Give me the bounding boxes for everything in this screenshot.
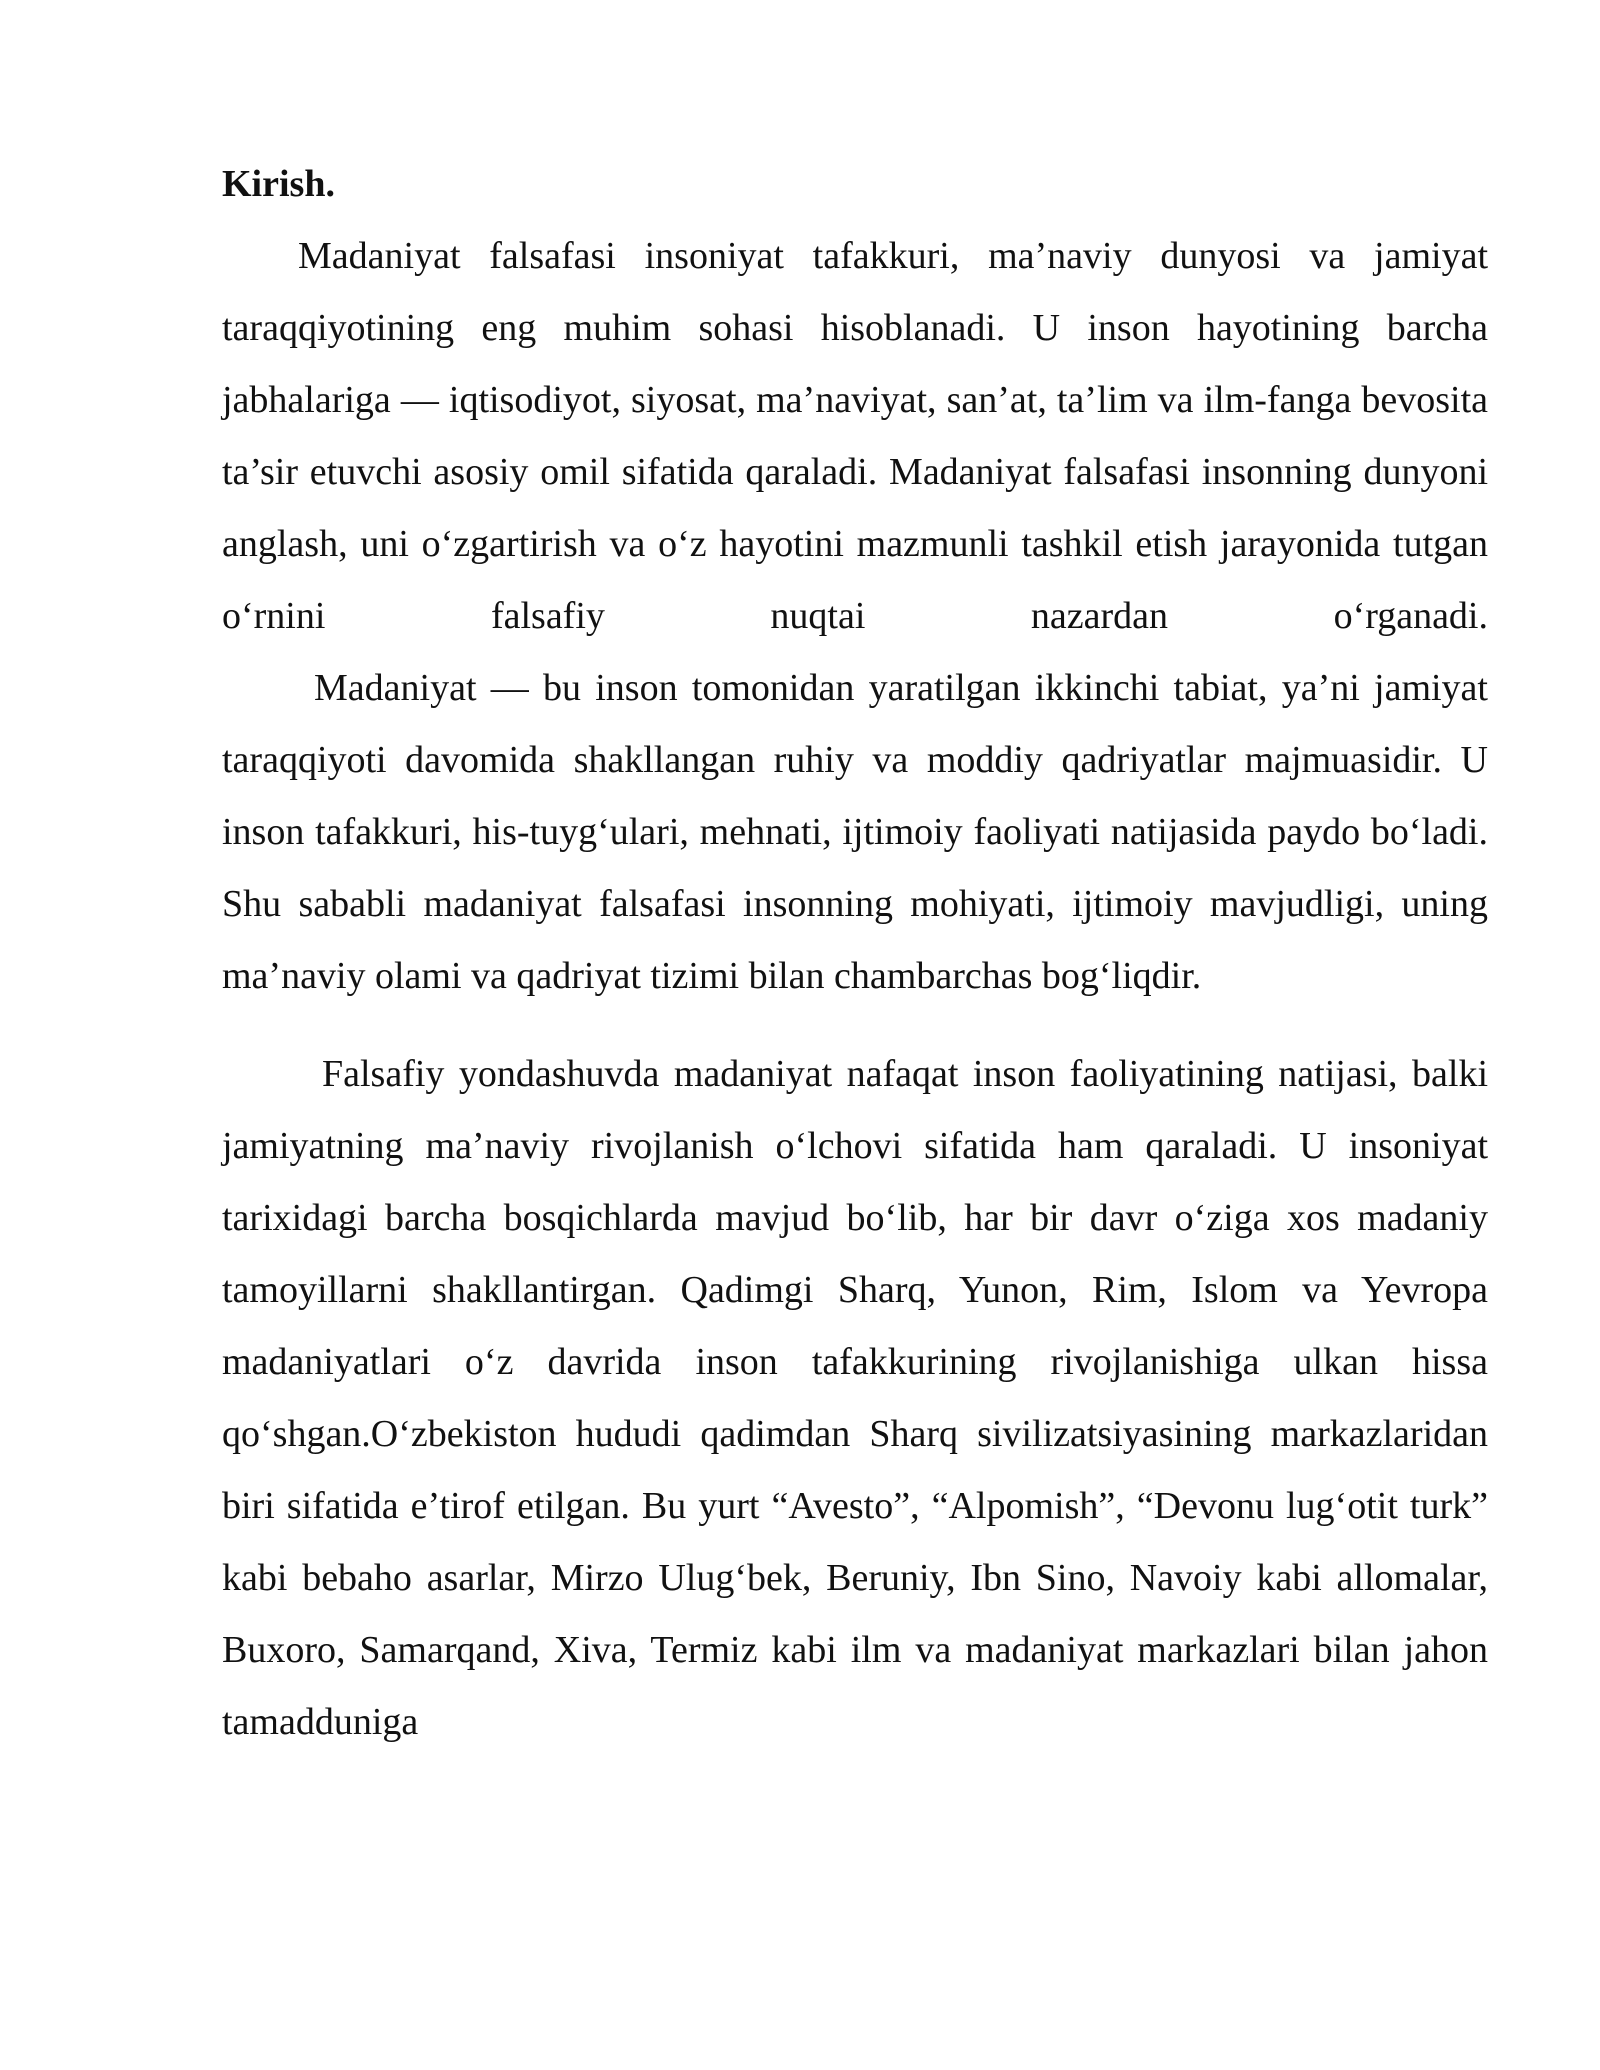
section-heading: Kirish. (222, 163, 335, 205)
paragraph-definition: Madaniyat — bu inson tomonidan yaratilgan ikkinchi tabiat, ya’ni jamiyat taraqqiyoti davomida shakllangan ruhiy va moddiy qadriyatlar majmuasidir. U inson tafakkuri, his-tuyg‘ulari, mehnati, ijtimoiy faoliyati natijasida paydo bo‘ladi. Shu sababli madaniyat falsafasi insonning mohiyati, ijtimoiy mavjudligi, uning ma’naviy olami va qadriyat tizimi bilan chambarchas bog‘liqdir. (222, 667, 1488, 997)
paragraph-intro: Madaniyat falsafasi insoniyat tafakkuri, ma’naviy dunyosi va jamiyat taraqqiyotining eng muhim sohasi hisoblanadi. U inson hayotining barcha jabhalariga — iqtisodiyot, siyosat, ma’naviyat, san’at, ta’lim va ilm-fanga bevosita ta’sir etuvchi asosiy omil sifatida qaraladi. Madaniyat falsafasi insonning dunyoni anglash, uni o‘zgartirish va o‘z hayotini mazmunli tashkil etish jarayonida tutgan o‘rnini falsafiy nuqtai nazardan o‘rganadi. (222, 235, 1488, 637)
document-body (222, 148, 1488, 1758)
paragraph-philosophical-approach: Falsafiy yondashuvda madaniyat nafaqat inson faoliyatining natijasi, balki jamiyatning ma’naviy rivojlanish o‘lchovi sifatida ham qaraladi. U insoniyat tarixidagi barcha bosqichlarda mavjud bo‘lib, har bir davr o‘ziga xos madaniy tamoyillarni shakllantirgan. Qadimgi Sharq, Yunon, Rim, Islom va Yevropa madaniyatlari o‘z davrida inson tafakkurining rivojlanishiga ulkan hissa qo‘shgan.O‘zbekiston hududi qadimdan Sharq sivilizatsiyasining markazlaridan biri sifatida e’tirof etilgan. Bu yurt “Avesto”, “Alpomish”, “Devonu lug‘otit turk” kabi bebaho asarlar, Mirzo Ulug‘bek, Beruniy, Ibn Sino, Navoiy kabi allomalar, Buxoro, Samarqand, Xiva, Termiz kabi ilm va madaniyat markazlari bilan jahon tamadduniga (222, 1053, 1488, 1743)
